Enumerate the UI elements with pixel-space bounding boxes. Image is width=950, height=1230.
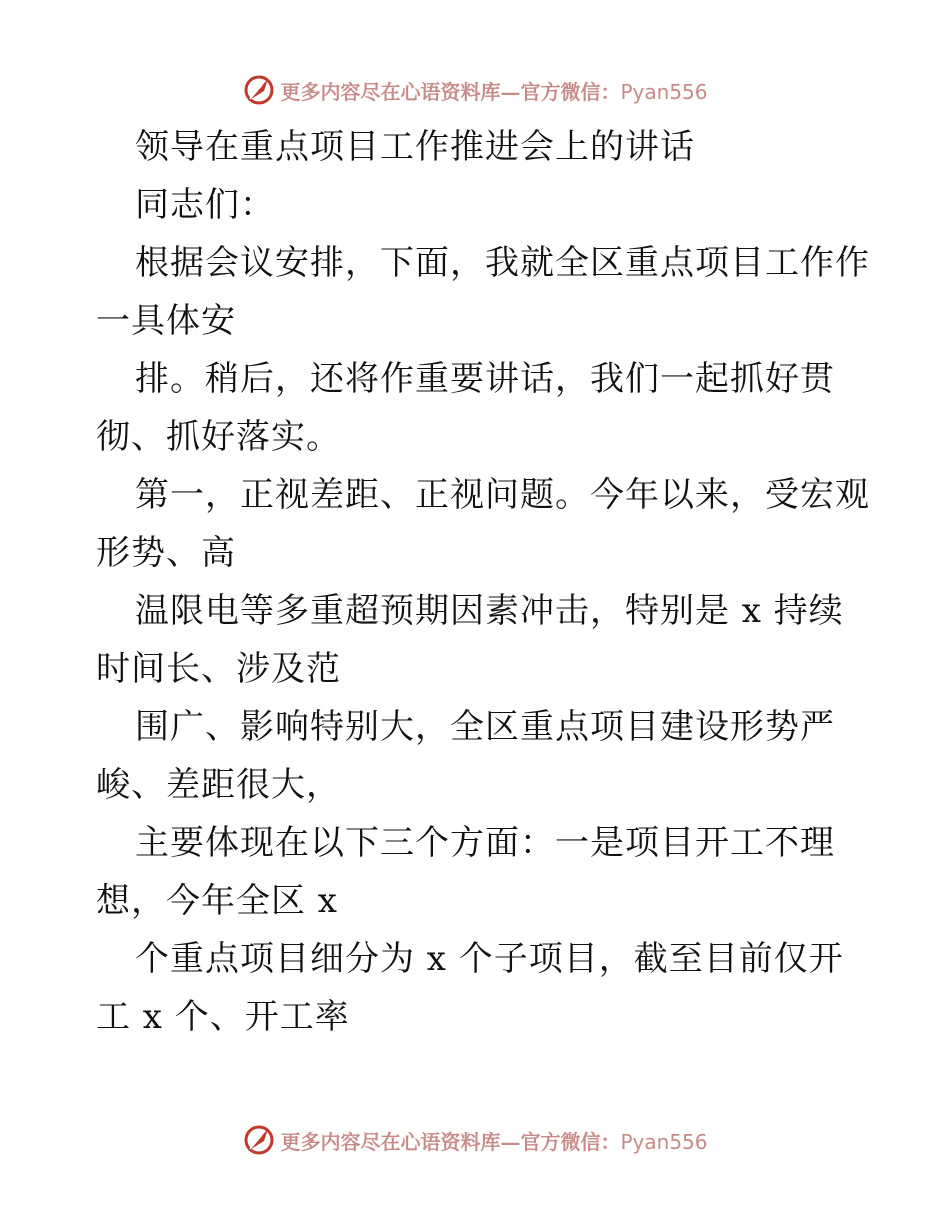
text-line: 想，今年全区 x <box>96 881 338 921</box>
text-line: 一具体安 <box>96 301 236 341</box>
text-line: 彻、抓好落实。 <box>96 417 341 457</box>
text-line: 工 x 个、开工率 <box>96 997 350 1037</box>
text-line: 排。稍后，还将作重要讲话，我们一起抓好贯 <box>135 359 835 399</box>
text-line: 时间长、涉及范 <box>96 649 341 689</box>
text-line: 主要体现在以下三个方面：一是项目开工不理 <box>135 823 835 863</box>
header-watermark <box>0 70 950 110</box>
text-line: 个重点项目细分为 x 个子项目，截至目前仅开 <box>135 939 844 979</box>
watermark-text: 更多内容尽在心语资料库—官方微信：Pyan556 <box>280 79 708 104</box>
wechat-id: Pyan556 <box>620 1129 708 1154</box>
text-line: 根据会议安排，下面，我就全区重点项目工作作 <box>135 243 870 283</box>
text-line: 温限电等多重超预期因素冲击，特别是 x 持续 <box>135 591 844 631</box>
text-line: 形势、高 <box>96 533 236 573</box>
watermark-text: 更多内容尽在心语资料库—官方微信：Pyan556 <box>280 1129 708 1154</box>
text-line: 峻、差距很大， <box>96 765 341 805</box>
quill-logo-icon <box>242 1123 276 1157</box>
wechat-id: Pyan556 <box>620 79 708 104</box>
text-line: 围广、影响特别大，全区重点项目建设形势严 <box>135 707 835 747</box>
text-line: 第一，正视差距、正视问题。今年以来，受宏观 <box>135 475 870 515</box>
document-title: 领导在重点项目工作推进会上的讲话 <box>135 127 695 167</box>
salutation: 同志们： <box>135 185 275 225</box>
quill-logo-icon <box>242 73 276 107</box>
footer-watermark <box>0 1120 950 1160</box>
